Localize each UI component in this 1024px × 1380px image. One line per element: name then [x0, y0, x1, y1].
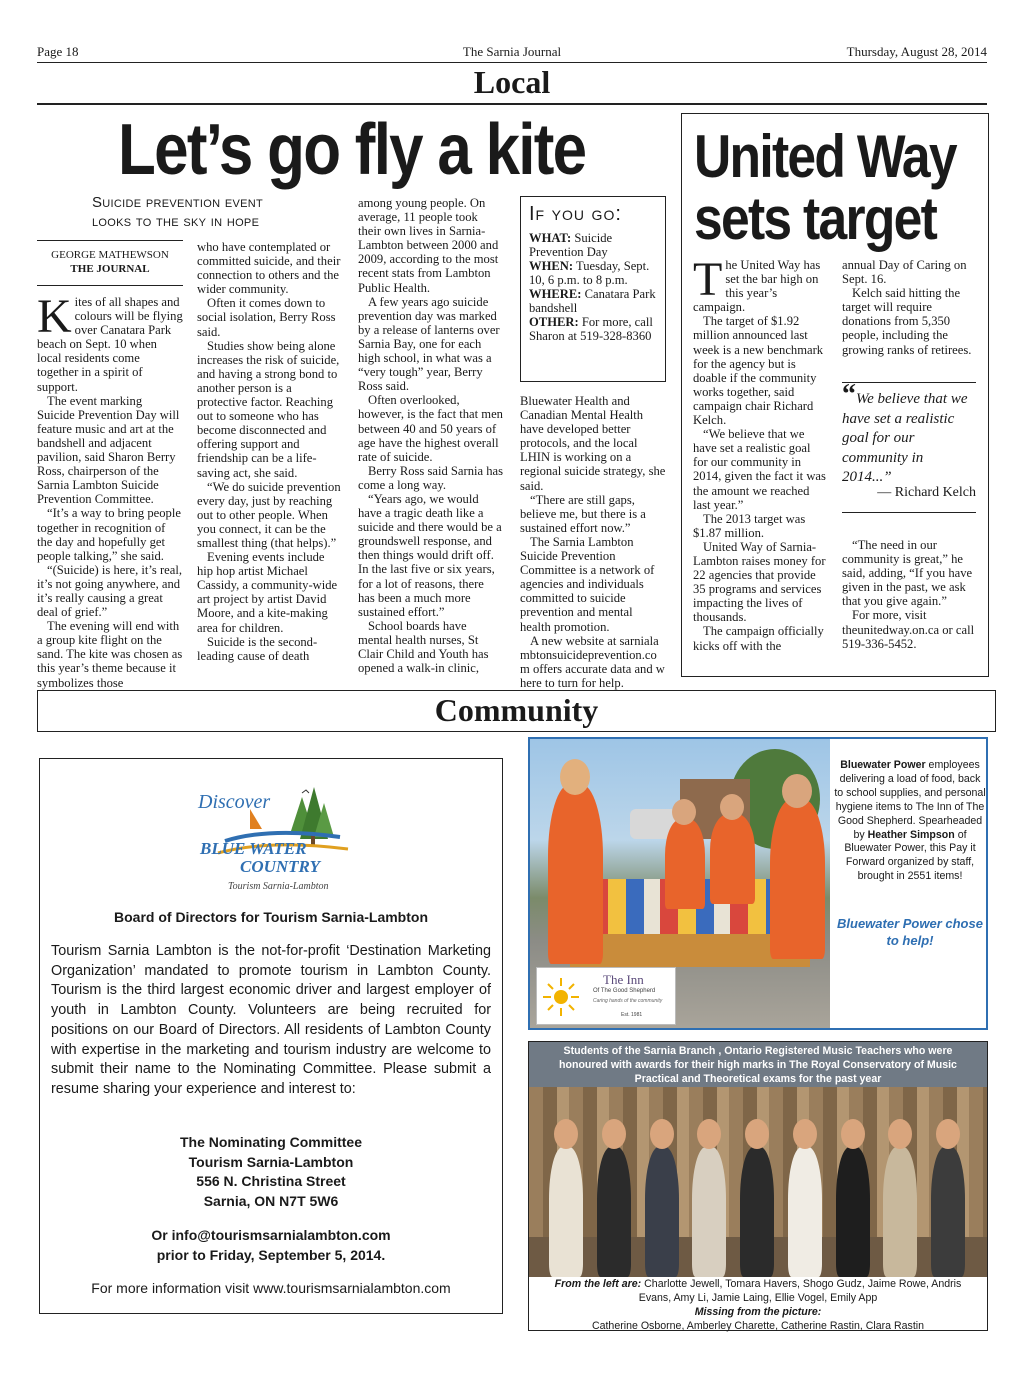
kite-paragraph: A few years ago suicide prevention day was marked by a release of lanterns over Sarnia Bay, one for each high school, in what was a “very tough” year, Berry Ross said.: [358, 294, 500, 394]
if-you-go-other: OTHER: For more, call Sharon at 519-328-8360: [529, 315, 653, 343]
tourism-address: [40, 1133, 502, 1212]
volunteer-figure: [770, 799, 825, 959]
inn-established: Est. 1981: [621, 1012, 643, 1018]
student-figure: [836, 1147, 870, 1277]
uw-paragraph: The United Way has set the bar high on this year’s campaign.: [693, 253, 821, 315]
kite-column-2: [197, 240, 341, 663]
kite-column-4: [520, 394, 666, 690]
tourism-heading: Board of Directors for Tourism Sarnia-Lambton: [114, 909, 428, 925]
address-line: The Nominating Committee: [179, 1134, 362, 1150]
volunteer-figure: [548, 784, 603, 964]
if-you-go-box: [520, 196, 666, 382]
uw-paragraph: Kelch said hitting the target will require donations from 5,350 people, including the growing ranks of retirees.: [842, 286, 972, 357]
uw-paragraph: The target of $1.92 million announced last week is a new benchmark for the agency but is doable if the community works together, said campaign chair Richard Kelch.: [693, 314, 824, 428]
inn-name: The Inn: [603, 972, 644, 987]
music-students-feature: [528, 1041, 988, 1331]
if-you-go-where: WHERE: Canatara Park bandshell: [529, 287, 656, 315]
inn-logo: [536, 967, 676, 1025]
kite-paragraph: “We do suicide prevention every day, just by reaching out to other people. When you connect, it can be the smallest thing (that helps).”: [197, 479, 341, 550]
united-way-column-2: [842, 258, 976, 357]
student-figure: [692, 1147, 726, 1277]
tourism-email[interactable]: Or info@tourismsarnialambton.com: [151, 1227, 391, 1243]
byline-rule-bottom: [37, 285, 183, 286]
kite-headline: Let’s go fly a kite: [118, 110, 586, 190]
student-head: [697, 1119, 721, 1149]
volunteer-head: [672, 799, 696, 825]
volunteer-figure: [710, 814, 755, 904]
uw-paragraph: “We believe that we have set a realistic goal for our community in 2014, given the fact it was the amount we reached last year.”: [693, 427, 826, 512]
student-figure: [883, 1147, 917, 1277]
bluewater-caption: [834, 759, 986, 884]
united-way-box: [681, 113, 989, 677]
student-head: [650, 1119, 674, 1149]
kite-paragraph: Studies show being alone increases the risk of suicide, and having a strong bond to another person is a protective factor. Reaching out to someone who has become disconnected and offering support and friendship can be a life-saving act, she said.: [197, 338, 340, 480]
address-line: Tourism Sarnia-Lambton: [188, 1153, 354, 1170]
student-head: [554, 1119, 578, 1149]
inn-tagline: Caring hands of the community: [593, 998, 663, 1004]
kite-paragraph: The Sarnia Lambton Suicide Prevention Committee is a network of agencies and individuals committed to suicide prevention and mental health promotion.: [520, 534, 655, 634]
caption-missing-names: Catherine Osborne, Amberley Charette, Catherine Rastin, Clara Rastin: [591, 1319, 925, 1332]
volunteer-head: [782, 774, 812, 808]
student-head: [841, 1119, 865, 1149]
caption-missing-label: Missing from the picture:: [694, 1305, 822, 1318]
music-header: Students of the Sarnia Branch , Ontario Registered Music Teachers who were honoured with awards for their high marks in The Royal Conservatory of Music Practical and Theoretical exams for the past year: [529, 1042, 987, 1087]
kite-paragraph: The evening will end with a group kite flight on the sand. The kite was chosen as this year’s theme because it symbolizes those: [37, 619, 183, 690]
address-line: 556 N. Christina Street: [196, 1173, 346, 1190]
kite-paragraph: Berry Ross said Sarnia has come a long way.: [358, 463, 504, 492]
tourism-more-info[interactable]: For more information visit www.tourismsarnialambton.com: [91, 1280, 451, 1296]
pullquote-attribution: — Richard Kelch: [877, 485, 976, 500]
kite-paragraph: Evening events include hip hop artist Michael Cassidy, a community-wide art project by artist David Moore, and a kite-making area for children.: [197, 550, 338, 635]
student-head: [888, 1119, 912, 1149]
kite-paragraph: A new website at sarnialambtonsuicideprevention.com offers accurate data and where to turn for help.: [520, 633, 665, 690]
byline-author: GEORGE MATHEWSON: [51, 249, 169, 261]
newspaper-name: The Sarnia Journal: [462, 44, 562, 59]
united-way-column-1: [693, 253, 827, 653]
caption-from-names: Charlotte Jewell, Tomara Havers, Shogo Gudz, Jaime Rowe, Andris Evans, Amy Li, Jamie Laing, Ellie Vogel, Emily App: [638, 1278, 962, 1304]
page-number: Page 18: [37, 44, 79, 59]
student-figure: [740, 1147, 774, 1277]
kite-paragraph: School boards have mental health nurses, St Clair Child and Youth has opened a walk-in clinic,: [358, 618, 489, 676]
uw-paragraph: The campaign officially kicks off with the: [693, 624, 824, 653]
volunteer-head: [720, 794, 744, 820]
section-title: Local: [473, 64, 551, 100]
uw-paragraph: The 2013 target was $1.87 million.: [693, 511, 806, 540]
music-caption: [529, 1278, 987, 1334]
student-figure: [597, 1147, 631, 1277]
if-you-go-details: [529, 231, 657, 343]
logo-discover: Discover: [198, 791, 271, 813]
community-section-bar: [37, 690, 996, 732]
logo-country: COUNTRY: [240, 857, 320, 876]
pullquote: “We believe that we have set a realistic goal for our community in 2014...”: [842, 379, 968, 485]
header-rule: [37, 62, 987, 63]
caption-person: Heather Simpson: [867, 828, 955, 841]
if-you-go-when: WHEN: Tuesday, Sept. 10, 6 p.m. to 8 p.m.: [529, 259, 650, 287]
dropcap-t: T: [693, 253, 723, 306]
pullquote-rule-top: [842, 382, 976, 383]
student-head: [936, 1119, 960, 1149]
kite-paragraph: Often overlooked, however, is the fact that men between 40 and 50 years of age have the highest overall rate of suicide.: [358, 393, 503, 464]
kite-paragraph: “Years ago, we would have a tragic death like a suicide and there would be a groundswell response, and then things would drift off. In the last five or six years, for a lot of reasons, there has been a much more sustained effort.”: [358, 491, 502, 619]
uw-paragraph: annual Day of Caring on Sept. 16.: [842, 258, 967, 287]
kite-paragraph: “There are still gaps, believe me, but there is a sustained effort now.”: [520, 492, 646, 535]
uw-paragraph: For more, visit theunitedway.on.ca or call 519-336-5452.: [842, 608, 975, 651]
logo-blue-water: BLUE WATER: [200, 839, 307, 858]
byline-outlet: THE JOURNAL: [70, 263, 150, 275]
kite-paragraph: Bluewater Health and Canadian Mental Health have developed better protocols, and the local LHIN is working on a regional suicide strategy, she said.: [520, 394, 666, 493]
tourism-ad: [39, 758, 503, 1314]
kite-column-3: [358, 196, 503, 675]
section-rule: [37, 103, 987, 105]
blue-water-country-logo: [190, 779, 360, 899]
logo-subtitle: Tourism Sarnia-Lambton: [228, 881, 329, 892]
caption-from-label: From the left are:: [554, 1278, 642, 1290]
inn-subtitle: Of The Good Shepherd: [593, 988, 656, 994]
issue-date: Thursday, August 28, 2014: [846, 44, 987, 59]
volunteers-photo: [530, 739, 830, 1028]
caption-text: employees delivering a load of food, back to school supplies, and personal hygiene items to The Inn of The Good Shepherd. Spearheaded by: [834, 759, 986, 841]
kite-paragraph: Kites of all shapes and colours will be flying over Canatara Park beach on Sept. 10 when local residents come together in a spirit of support.: [37, 290, 183, 394]
student-figure: [549, 1147, 583, 1277]
byline: [37, 248, 183, 276]
student-figure: [788, 1147, 822, 1277]
tourism-body: Tourism Sarnia Lambton is the not-for-profit ‘Destination Marketing Organization’ mandated to promote tourism in Lambton County. Tourism is the third largest economic driver and largest employer of youth in Lambton County. Volunteers are being recruited for positions on our Board of Directors. All residents of Lambton County with expertise in the marketing and tourism industry are welcome to submit their name to the Nominating Committee. Please submit a resume sharing your experience and interest to:: [51, 943, 491, 1097]
if-you-go-title: If you go:: [529, 203, 622, 225]
kite-deck: [92, 193, 263, 231]
kite-paragraph: among young people. On average, 11 people took their own lives in Sarnia-Lambton between 2000 and 2009, according to the most recent stats from Lambton Public Health.: [358, 196, 499, 295]
volunteer-head: [560, 759, 590, 795]
quote-mark-icon: “: [842, 379, 856, 410]
united-way-headline-1: United Way: [694, 123, 956, 190]
students-photo: [529, 1087, 987, 1277]
caption-company: Bluewater Power: [840, 759, 926, 771]
kite-deck-line2: looks to the sky in hope: [92, 213, 260, 230]
kite-column-1: [37, 290, 183, 690]
bluewater-feature: [528, 737, 988, 1030]
bluewater-tagline: Bluewater Power chose to help!: [837, 916, 983, 948]
kite-paragraph: “It’s a way to bring people together in recognition of the day and hopefully get people talking,” she said.: [37, 506, 181, 563]
dropcap-k: K: [37, 290, 72, 343]
kite-paragraph: “(Suicide) is here, it’s real, it’s not going anywhere, and it’s really causing a great deal of grief.”: [37, 562, 182, 620]
kite-paragraph: Often it comes down to social isolation, Berry Ross said.: [197, 296, 336, 339]
pullquote-rule-bottom: [842, 512, 976, 513]
byline-rule-top: [37, 240, 183, 241]
student-head: [745, 1119, 769, 1149]
student-figure: [931, 1147, 965, 1277]
student-head: [793, 1119, 817, 1149]
student-figure: [645, 1147, 679, 1277]
caption-text-2: of Bluewater Power, this Pay it Forward organized by staff, brought in 2551 items!: [844, 828, 976, 883]
if-you-go-what: WHAT: Suicide Prevention Day: [529, 231, 613, 259]
kite-paragraph: The event marking Suicide Prevention Day will feature music and art at the bandshell and adjacent pavilion, said Sharon Berry Ross, chairperson of the Sarnia Lambton Suicide Prevention Committee.: [37, 393, 180, 507]
kite-deck-line1: Suicide prevention event: [92, 194, 264, 211]
kite-paragraph: Suicide is the second-leading cause of death: [197, 634, 318, 663]
kite-paragraph: who have contemplated or committed suicide, and their connection to others and the wider community.: [197, 240, 341, 297]
volunteer-figure: [665, 819, 705, 909]
student-head: [602, 1119, 626, 1149]
united-way-headline-2: sets target: [694, 185, 937, 252]
community-title: Community: [434, 692, 599, 728]
tourism-deadline: prior to Friday, September 5, 2014.: [156, 1247, 386, 1263]
uw-paragraph: United Way of Sarnia-Lambton raises money for 22 agencies that provide 35 programs and services impacting the lives of thousands.: [693, 539, 826, 625]
address-line: Sarnia, ON N7T 5W6: [203, 1193, 339, 1210]
uw-paragraph: “The need in our community is great,” he said, adding, “If you have given in the past, we ask that you give again.”: [842, 538, 973, 609]
sun-icon: [541, 972, 581, 1022]
united-way-column-2b: [842, 538, 976, 651]
